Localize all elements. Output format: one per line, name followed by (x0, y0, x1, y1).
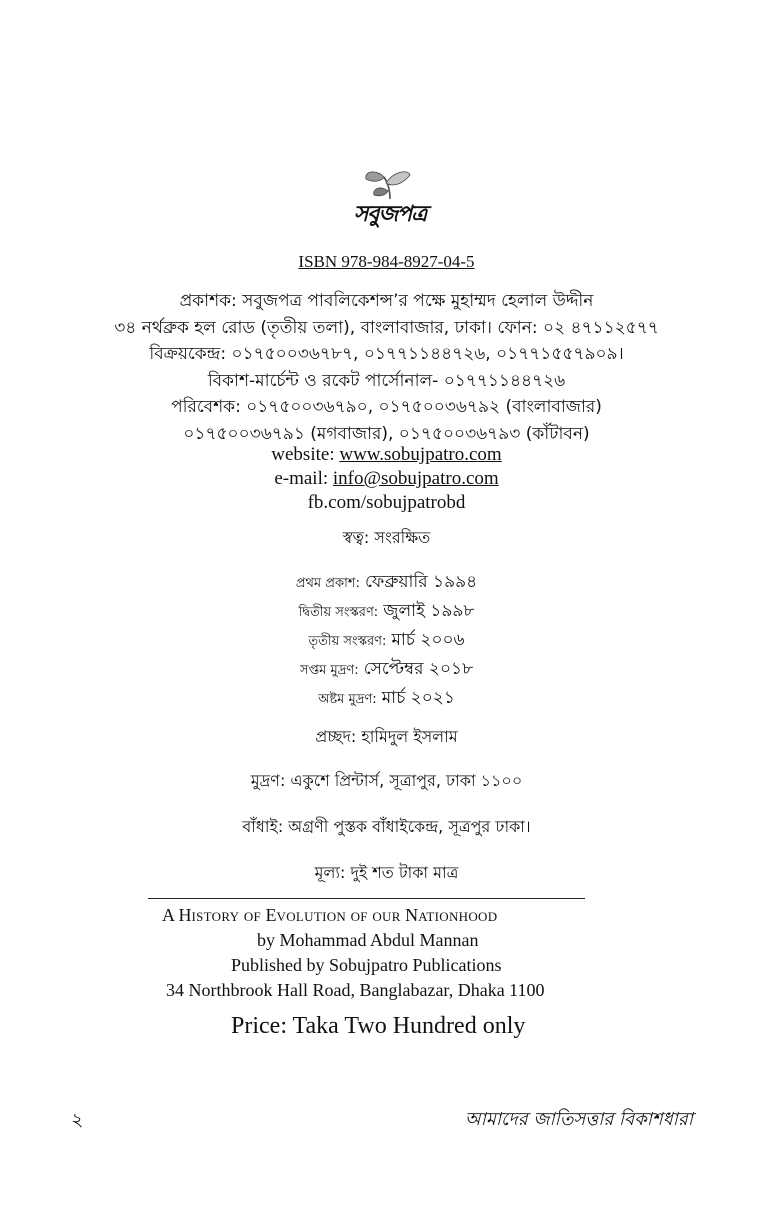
binder-credit: বাঁধাই: অগ্রণী পুস্তক বাঁধাইকেন্দ্র, সূত্রপুর ঢাকা। (242, 817, 531, 836)
email-line (0, 467, 773, 491)
edition-item (0, 597, 773, 626)
logo-wordmark: সবুজপত্র (353, 202, 427, 227)
edition-date: জুলাই ১৯৯৮ (383, 601, 475, 621)
website-line (0, 443, 773, 467)
price-bangla: মূল্য: দুই শত টাকা মাত্র (314, 863, 459, 882)
copyright-line: স্বত্ব: সংরক্ষিত (342, 528, 431, 547)
edition-date: সেপ্টেম্বর ২০১৮ (363, 659, 474, 679)
english-publisher: Published by Sobujpatro Publications (231, 955, 502, 975)
title-word-rest: OUR (372, 909, 401, 924)
edition-label: প্রথম প্রকাশ: (295, 576, 360, 591)
edition-item (0, 568, 773, 597)
facebook-line: fb.com/sobujpatrobd (307, 492, 466, 513)
title-word-cap: E (265, 905, 277, 925)
email-link[interactable]: info@sobujpatro.com (332, 468, 499, 489)
edition-item (0, 655, 773, 684)
edition-label: তৃতীয় সংস্করণ: (308, 634, 387, 649)
edition-label: সপ্তম মুদ্রণ: (299, 663, 359, 678)
running-head: আমাদের জাতিসত্তার বিকাশধারা (464, 1109, 693, 1130)
printer-credit: মুদ্রণ: একুশে প্রিন্টার্স, সূত্রাপুর, ঢাকা ১১০০ (250, 771, 523, 790)
edition-date: মার্চ ২০২১ (381, 688, 455, 708)
title-word-cap: N (405, 905, 419, 925)
title-word-rest: ISTORY (191, 909, 240, 924)
title-word-cap: H (178, 905, 192, 925)
divider (148, 898, 585, 899)
edition-list (0, 568, 773, 713)
isbn: ISBN 978-984-8927-04-5 (298, 252, 475, 271)
publisher-logo (340, 165, 440, 235)
website-label: website: (271, 444, 340, 465)
page-number: ২ (71, 1109, 84, 1131)
english-title (162, 903, 497, 929)
edition-label: অষ্টম মুদ্রণ: (318, 692, 377, 707)
edition-item (0, 626, 773, 655)
email-label: e-mail: (274, 468, 333, 489)
edition-item (0, 684, 773, 713)
publisher-line: প্রকাশক: সবুজপত্র পাবলিকেশন্স’র পক্ষে মুহাম্মদ হেলাল উদ্দীন (179, 291, 594, 311)
address-line: ৩৪ নর্থব্রুক হল রোড (তৃতীয় তলা), বাংলাবাজার, ঢাকা। ফোন: ০২ ৪৭১১২৫৭৭ (114, 317, 659, 338)
title-word-cap: A (162, 905, 175, 925)
bkash-line: বিকাশ-মার্চেন্ট ও রকেট পার্সোনাল- ০১৭৭১১৪৪৭২৬ (207, 370, 566, 391)
distributor-line-2: ০১৭৫০০৩৬৭৯১ (মগবাজার), ০১৭৫০০৩৬৭৯৩ (কাঁটাবন) (183, 423, 590, 444)
title-word-rest: OF (350, 909, 368, 924)
english-address: 34 Northbrook Hall Road, Banglabazar, Dhaka 1100 (166, 980, 545, 1000)
title-word-rest: OF (243, 909, 262, 924)
title-word-rest: VOLUTION (276, 909, 347, 924)
edition-label: দ্বিতীয় সংস্করণ: (298, 605, 379, 620)
english-author: by Mohammad Abdul Mannan (257, 930, 479, 950)
publisher-block (0, 288, 773, 447)
contact-block (0, 443, 773, 515)
sales-center-line: বিক্রয়কেন্দ্র: ০১৭৫০০৩৬৭৮৭, ০১৭৭১১৪৪৭২৬, ০১৭৭১৫৫৭৯০৯। (149, 344, 624, 364)
website-link[interactable]: www.sobujpatro.com (339, 444, 502, 465)
cover-credit: প্রচ্ছদ: হামিদুল ইসলাম (315, 727, 458, 746)
edition-date: ফেব্রুয়ারি ১৯৯৪ (365, 572, 478, 592)
edition-date: মার্চ ২০০৬ (391, 630, 465, 650)
title-word-rest: ATIONHOOD (418, 909, 498, 924)
english-price: Price: Taka Two Hundred only (231, 1013, 526, 1039)
isbn-line (0, 252, 773, 272)
distributor-line: পরিবেশক: ০১৭৫০০৩৬৭৯০, ০১৭৫০০৩৬৭৯২ (বাংলাবাজার) (171, 397, 602, 417)
